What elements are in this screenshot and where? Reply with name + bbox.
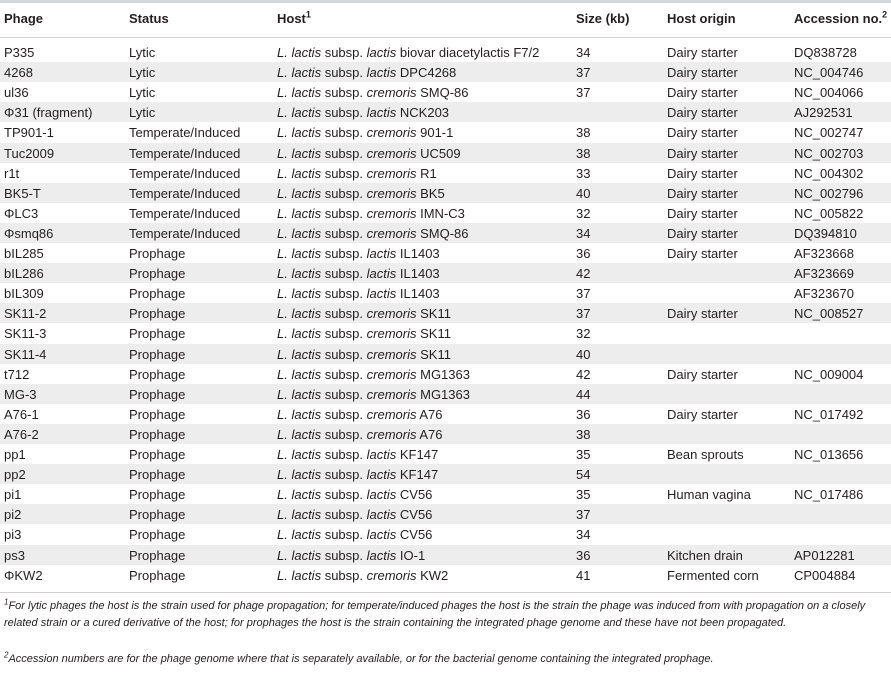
host-genus: L. lactis — [277, 145, 322, 161]
size-cell: 37 — [576, 85, 591, 101]
host-cell — [277, 246, 440, 261]
size-cell: 33 — [576, 165, 591, 181]
host-strain: SK11 — [420, 306, 451, 322]
host-cell — [277, 548, 425, 563]
status-cell: Temperate/Induced — [129, 205, 241, 221]
size-cell: 35 — [576, 487, 591, 503]
size-cell: 34 — [576, 225, 591, 241]
host-subspecies: lactis — [366, 65, 397, 81]
header-host-origin: Host origin — [667, 11, 736, 26]
host-genus: L. lactis — [277, 467, 322, 483]
status-cell: Prophage — [129, 326, 186, 342]
host-subsp: subsp. — [324, 306, 364, 322]
host-genus: L. lactis — [277, 426, 322, 442]
accession-cell: DQ394810 — [794, 225, 857, 241]
size-cell: 38 — [576, 426, 591, 442]
size-cell: 37 — [576, 306, 591, 322]
host-subspecies: cremoris — [366, 346, 417, 362]
host-origin-cell: Dairy starter — [667, 65, 738, 81]
host-subsp: subsp. — [324, 346, 364, 362]
host-origin-cell: Dairy starter — [667, 205, 738, 221]
host-cell — [277, 427, 443, 442]
phage-cell: pi1 — [4, 487, 22, 503]
host-genus: L. lactis — [277, 85, 322, 101]
table-row — [0, 283, 891, 303]
size-cell: 38 — [576, 125, 591, 141]
table-row — [0, 545, 891, 565]
accession-cell: NC_017492 — [794, 406, 864, 422]
host-genus: L. lactis — [277, 185, 322, 201]
host-subspecies: lactis — [366, 467, 397, 483]
bottom-rule — [0, 592, 891, 593]
host-subsp: subsp. — [324, 447, 364, 462]
host-subsp: subsp. — [324, 547, 364, 563]
host-subsp: subsp. — [324, 426, 364, 442]
host-strain: MG1363 — [420, 366, 470, 382]
size-cell: 36 — [576, 246, 591, 261]
size-cell: 36 — [576, 547, 591, 563]
phage-cell: MG-3 — [4, 386, 37, 402]
host-subspecies: cremoris — [366, 386, 417, 402]
host-origin-cell: Human vagina — [667, 487, 751, 503]
status-cell: Prophage — [129, 286, 186, 302]
table-row — [0, 444, 891, 464]
host-subsp: subsp. — [324, 487, 364, 503]
table-row — [0, 243, 891, 263]
host-cell — [277, 146, 461, 161]
phage-cell: SK11-3 — [4, 326, 47, 342]
host-subsp: subsp. — [324, 527, 364, 543]
size-cell: 40 — [576, 346, 591, 362]
table-row — [0, 484, 891, 504]
accession-cell: NC_002796 — [794, 185, 864, 201]
table-row — [0, 565, 891, 585]
table-row — [0, 323, 891, 343]
header-rule — [0, 37, 891, 38]
host-cell — [277, 166, 437, 181]
host-strain: IMN-C3 — [420, 205, 465, 221]
phage-cell: bIL285 — [4, 246, 44, 261]
footnote-ref-2: 2 — [882, 9, 888, 20]
size-cell: 37 — [576, 507, 591, 523]
table-row — [0, 303, 891, 323]
host-subsp: subsp. — [324, 185, 364, 201]
host-subspecies: cremoris — [366, 306, 417, 322]
status-cell: Prophage — [129, 447, 186, 462]
table-row — [0, 102, 891, 122]
host-cell — [277, 347, 451, 362]
host-strain: SMQ-86 — [420, 225, 469, 241]
accession-cell: NC_017486 — [794, 487, 864, 503]
accession-cell: AF323668 — [794, 246, 854, 261]
phage-cell: ΦLC3 — [4, 205, 39, 221]
host-strain: SK11 — [420, 346, 451, 362]
header-accession — [794, 11, 887, 26]
host-subsp: subsp. — [324, 406, 364, 422]
phage-cell: Φsmq86 — [4, 225, 54, 241]
size-cell: 42 — [576, 266, 591, 282]
footnote-2-mark: 2 — [4, 650, 9, 660]
phage-cell: pi2 — [4, 507, 22, 523]
size-cell: 37 — [576, 65, 591, 81]
table-row — [0, 143, 891, 163]
host-subsp: subsp. — [324, 567, 364, 583]
size-cell: 35 — [576, 447, 591, 462]
size-cell: 41 — [576, 567, 591, 583]
host-subsp: subsp. — [324, 45, 364, 60]
status-cell: Lytic — [129, 105, 156, 121]
host-cell — [277, 507, 432, 522]
host-cell — [277, 226, 469, 241]
host-cell — [277, 487, 432, 502]
size-cell: 40 — [576, 185, 591, 201]
host-strain: IL1403 — [399, 246, 440, 261]
host-strain: CV56 — [399, 507, 433, 523]
host-genus: L. lactis — [277, 366, 322, 382]
table-row — [0, 384, 891, 404]
accession-cell: AF323669 — [794, 266, 854, 282]
host-genus: L. lactis — [277, 205, 322, 221]
accession-cell: DQ838728 — [794, 45, 857, 60]
host-origin-cell: Dairy starter — [667, 85, 738, 101]
host-origin-cell: Dairy starter — [667, 45, 738, 60]
host-strain: IL1403 — [399, 286, 440, 302]
size-cell: 32 — [576, 326, 591, 342]
accession-cell: NC_009004 — [794, 366, 864, 382]
size-cell: 32 — [576, 205, 591, 221]
host-origin-cell: Dairy starter — [667, 145, 738, 161]
status-cell: Prophage — [129, 306, 186, 322]
host-subspecies: lactis — [366, 527, 397, 543]
host-genus: L. lactis — [277, 45, 322, 60]
host-subsp: subsp. — [324, 65, 364, 81]
accession-cell: CP004884 — [794, 567, 856, 583]
status-cell: Prophage — [129, 266, 186, 282]
accession-cell: AJ292531 — [794, 105, 853, 121]
host-strain: SK11 — [420, 326, 451, 342]
status-cell: Prophage — [129, 467, 186, 483]
host-cell — [277, 387, 470, 402]
host-cell — [277, 65, 456, 80]
top-rule — [0, 0, 891, 3]
host-genus: L. lactis — [277, 306, 322, 322]
phage-cell: bIL309 — [4, 286, 44, 302]
footnote-1-mark: 1 — [4, 597, 9, 607]
accession-cell: AP012281 — [794, 547, 855, 563]
host-genus: L. lactis — [277, 547, 322, 563]
host-subspecies: lactis — [366, 105, 397, 121]
host-subsp: subsp. — [324, 326, 364, 342]
table-row — [0, 183, 891, 203]
table-row — [0, 163, 891, 183]
footnote-1-text: For lytic phages the host is the strain used for phage propagation; for temperate/induced phages the host is the strain the phage was induced from with propagation on a closely related strain or a cured derivative of the host; for prophages the host is the strain containing the integrated phage genome and these have not been propagated. — [4, 600, 866, 629]
host-genus: L. lactis — [277, 487, 322, 503]
table-row — [0, 464, 891, 484]
table-row — [0, 62, 891, 82]
table-row — [0, 404, 891, 424]
size-cell: 42 — [576, 366, 591, 382]
phage-cell: BK5-T — [4, 185, 41, 201]
host-cell — [277, 367, 470, 382]
host-cell — [277, 568, 448, 583]
host-genus: L. lactis — [277, 326, 322, 342]
host-strain: BK5 — [420, 185, 445, 201]
accession-cell: NC_002747 — [794, 125, 864, 141]
accession-cell: NC_002703 — [794, 145, 864, 161]
status-cell: Lytic — [129, 85, 156, 101]
host-subsp: subsp. — [324, 105, 364, 121]
status-cell: Temperate/Induced — [129, 145, 241, 161]
host-cell — [277, 186, 445, 201]
host-origin-cell: Dairy starter — [667, 165, 738, 181]
host-strain: A76 — [419, 406, 443, 422]
status-cell: Prophage — [129, 567, 186, 583]
footnote-2-text: Accession numbers are for the phage genome where that is separately available, or for the bacterial genome containing the integrated prophage. — [8, 653, 714, 665]
status-cell: Prophage — [129, 346, 186, 362]
status-cell: Temperate/Induced — [129, 125, 241, 141]
host-cell — [277, 286, 440, 301]
host-cell — [277, 407, 443, 422]
host-subspecies: cremoris — [366, 185, 417, 201]
host-subspecies: cremoris — [366, 85, 417, 101]
host-strain: SMQ-86 — [420, 85, 469, 101]
phage-cell: bIL286 — [4, 266, 44, 282]
host-origin-cell: Kitchen drain — [667, 547, 743, 563]
host-cell — [277, 105, 449, 120]
status-cell: Prophage — [129, 547, 186, 563]
host-strain: KF147 — [399, 467, 439, 483]
phage-cell: Φ31 (fragment) — [4, 105, 93, 121]
host-subsp: subsp. — [324, 145, 364, 161]
host-genus: L. lactis — [277, 567, 322, 583]
host-subspecies: cremoris — [366, 145, 417, 161]
phage-cell: SK11-2 — [4, 306, 47, 322]
footnote-1 — [4, 598, 884, 632]
header-accession-label: Accession no. — [794, 11, 883, 26]
header-host — [277, 11, 311, 26]
phage-cell: A76-2 — [4, 426, 39, 442]
status-cell: Prophage — [129, 487, 186, 503]
host-cell — [277, 206, 465, 221]
phage-cell: TP901-1 — [4, 125, 54, 141]
host-genus: L. lactis — [277, 266, 322, 282]
host-subsp: subsp. — [324, 507, 364, 523]
status-cell: Prophage — [129, 246, 186, 261]
table-row — [0, 223, 891, 243]
host-genus: L. lactis — [277, 346, 322, 362]
accession-cell: AF323670 — [794, 286, 854, 302]
host-strain: NCK203 — [399, 105, 450, 121]
size-cell: 44 — [576, 386, 591, 402]
accession-cell: NC_005822 — [794, 205, 864, 221]
phage-cell: A76-1 — [4, 406, 39, 422]
size-cell: 37 — [576, 286, 591, 302]
host-subspecies: lactis — [366, 286, 397, 302]
host-strain: CV56 — [399, 487, 433, 503]
host-origin-cell: Dairy starter — [667, 105, 738, 121]
host-subsp: subsp. — [324, 225, 364, 241]
host-subspecies: cremoris — [366, 326, 417, 342]
host-subspecies: lactis — [366, 547, 397, 563]
size-cell: 38 — [576, 145, 591, 161]
host-subsp: subsp. — [324, 125, 364, 141]
host-origin-cell: Dairy starter — [667, 185, 738, 201]
host-subsp: subsp. — [324, 205, 364, 221]
status-cell: Prophage — [129, 426, 186, 442]
header-host-label: Host — [277, 11, 306, 26]
footnote-ref-1: 1 — [305, 9, 311, 20]
host-genus: L. lactis — [277, 507, 322, 523]
table-row — [0, 504, 891, 524]
phage-cell: t712 — [4, 366, 30, 382]
host-subsp: subsp. — [324, 366, 364, 382]
status-cell: Temperate/Induced — [129, 225, 241, 241]
accession-cell: NC_013656 — [794, 447, 864, 462]
status-cell: Prophage — [129, 406, 186, 422]
host-genus: L. lactis — [277, 125, 322, 141]
table-row — [0, 82, 891, 102]
host-origin-cell: Bean sprouts — [667, 447, 744, 462]
table-row — [0, 263, 891, 283]
host-subspecies: lactis — [366, 266, 397, 282]
header-status: Status — [129, 11, 169, 26]
host-origin-cell: Dairy starter — [667, 246, 738, 261]
host-subsp: subsp. — [324, 246, 364, 261]
host-strain: IL1403 — [399, 266, 440, 282]
phage-cell: ΦKW2 — [4, 567, 43, 583]
table-row — [0, 424, 891, 444]
status-cell: Lytic — [129, 45, 156, 60]
table-row — [0, 122, 891, 142]
host-strain: R1 — [420, 165, 437, 181]
host-genus: L. lactis — [277, 406, 322, 422]
table-row — [0, 42, 891, 62]
host-subsp: subsp. — [324, 85, 364, 101]
host-origin-cell: Fermented corn — [667, 567, 759, 583]
host-subspecies: cremoris — [366, 426, 417, 442]
host-strain: biovar diacetylactis F7/2 — [399, 45, 540, 60]
accession-cell: NC_004302 — [794, 165, 864, 181]
host-genus: L. lactis — [277, 246, 322, 261]
host-genus: L. lactis — [277, 447, 322, 462]
host-subspecies: cremoris — [366, 205, 417, 221]
phage-cell: pp1 — [4, 447, 26, 462]
accession-cell: NC_004746 — [794, 65, 864, 81]
phage-cell: pp2 — [4, 467, 26, 483]
status-cell: Prophage — [129, 527, 186, 543]
host-subspecies: lactis — [366, 246, 397, 261]
host-subspecies: cremoris — [366, 225, 417, 241]
status-cell: Prophage — [129, 366, 186, 382]
host-cell — [277, 326, 451, 341]
host-subsp: subsp. — [324, 467, 364, 483]
host-subspecies: cremoris — [366, 366, 417, 382]
table-row — [0, 203, 891, 223]
host-subspecies: lactis — [366, 447, 397, 462]
host-strain: UC509 — [420, 145, 461, 161]
accession-cell: NC_004066 — [794, 85, 864, 101]
phage-cell: P335 — [4, 45, 35, 60]
host-genus: L. lactis — [277, 286, 322, 302]
status-cell: Temperate/Induced — [129, 165, 241, 181]
host-genus: L. lactis — [277, 386, 322, 402]
host-genus: L. lactis — [277, 527, 322, 543]
host-genus: L. lactis — [277, 225, 322, 241]
host-subsp: subsp. — [324, 386, 364, 402]
host-cell — [277, 266, 440, 281]
host-genus: L. lactis — [277, 65, 322, 81]
size-cell: 34 — [576, 45, 591, 60]
host-strain: MG1363 — [420, 386, 470, 402]
host-cell — [277, 85, 469, 100]
host-origin-cell: Dairy starter — [667, 406, 738, 422]
host-strain: KW2 — [420, 567, 449, 583]
table-row — [0, 364, 891, 384]
host-subsp: subsp. — [324, 165, 364, 181]
size-cell: 36 — [576, 406, 591, 422]
phage-cell: pi3 — [4, 527, 22, 543]
host-strain: 901-1 — [420, 125, 454, 141]
host-cell — [277, 527, 432, 542]
status-cell: Prophage — [129, 507, 186, 523]
host-strain: DPC4268 — [399, 65, 457, 81]
host-subspecies: lactis — [366, 45, 397, 60]
phage-cell: ps3 — [4, 547, 25, 563]
host-subspecies: cremoris — [366, 165, 417, 181]
table-row — [0, 524, 891, 544]
accession-cell: NC_008527 — [794, 306, 864, 322]
phage-cell: SK11-4 — [4, 346, 47, 362]
host-strain: IO-1 — [399, 547, 426, 563]
host-cell — [277, 447, 438, 462]
host-subspecies: lactis — [366, 487, 397, 503]
host-cell — [277, 467, 438, 482]
host-subspecies: lactis — [366, 507, 397, 523]
header-size: Size (kb) — [576, 11, 630, 26]
table-row — [0, 344, 891, 364]
phage-cell: r1t — [4, 165, 20, 181]
status-cell: Prophage — [129, 386, 186, 402]
host-genus: L. lactis — [277, 165, 322, 181]
host-strain: CV56 — [399, 527, 433, 543]
phage-cell: Tuc2009 — [4, 145, 55, 161]
host-origin-cell: Dairy starter — [667, 366, 738, 382]
host-origin-cell: Dairy starter — [667, 306, 738, 322]
host-genus: L. lactis — [277, 105, 322, 121]
host-subspecies: cremoris — [366, 125, 417, 141]
host-subspecies: cremoris — [366, 406, 417, 422]
host-cell — [277, 45, 539, 60]
host-subsp: subsp. — [324, 266, 364, 282]
size-cell: 34 — [576, 527, 591, 543]
host-strain: KF147 — [399, 447, 439, 462]
host-strain: A76 — [419, 426, 443, 442]
phage-cell: 4268 — [4, 65, 33, 81]
header-phage: Phage — [4, 11, 44, 26]
host-cell — [277, 306, 451, 321]
footnote-2 — [4, 651, 884, 668]
host-subspecies: cremoris — [366, 567, 417, 583]
status-cell: Temperate/Induced — [129, 185, 241, 201]
host-origin-cell: Dairy starter — [667, 225, 738, 241]
host-subsp: subsp. — [324, 286, 364, 302]
host-cell — [277, 125, 453, 140]
size-cell: 54 — [576, 467, 591, 483]
status-cell: Lytic — [129, 65, 156, 81]
phage-cell: ul36 — [4, 85, 29, 101]
host-origin-cell: Dairy starter — [667, 125, 738, 141]
